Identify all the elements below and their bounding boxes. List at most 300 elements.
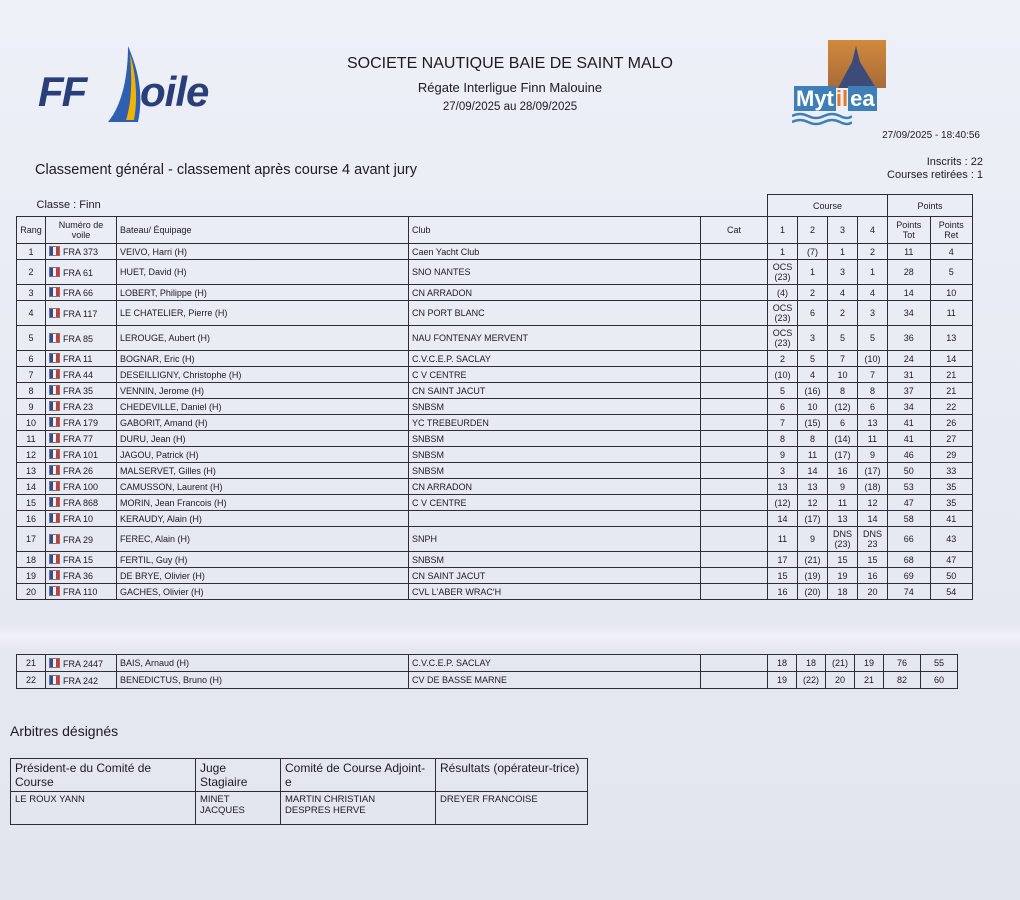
event-dates: 27/09/2025 au 28/09/2025 (442, 101, 578, 113)
col-bateau: Bateau/ Équipage (117, 217, 409, 244)
cell-rang: 8 (17, 383, 46, 399)
cell-r2: (15) (798, 415, 828, 431)
cell-r1: 7 (768, 415, 798, 431)
cell-rang: 19 (17, 568, 46, 584)
cell-r2: 11 (798, 447, 828, 463)
cell-rang: 14 (17, 479, 46, 495)
cell-tot: 31 (888, 367, 931, 383)
table-row (17, 584, 973, 600)
cell-voile: FRA 26 (46, 463, 117, 479)
cell-rang: 17 (17, 527, 46, 552)
cell-cat (701, 244, 768, 260)
flag-icon (49, 658, 60, 668)
cell-r4: 8 (858, 383, 888, 399)
col-ret: Points Ret (930, 217, 973, 244)
cell-r1: 15 (768, 568, 798, 584)
cell-r2: 8 (798, 431, 828, 447)
cell-r3: 3 (828, 260, 858, 285)
cell-r3: 16 (828, 463, 858, 479)
cell-r3: 6 (828, 415, 858, 431)
cell-r4: 4 (858, 285, 888, 301)
cell-voile: FRA 15 (46, 552, 117, 568)
table-row (17, 463, 973, 479)
cell-r1: 5 (768, 383, 798, 399)
cell-voile: FRA 61 (46, 260, 117, 285)
organizer-title: SOCIETE NAUTIQUE BAIE DE SAINT MALO (347, 55, 673, 72)
table-row (17, 495, 973, 511)
cell-r4: 6 (858, 399, 888, 415)
cell-ret: 29 (930, 447, 973, 463)
cell-r4: 15 (858, 552, 888, 568)
points-header: Points (888, 195, 973, 217)
cell-r1: OCS (23) (768, 260, 798, 285)
cell-r1: 9 (768, 447, 798, 463)
table-row (17, 672, 958, 689)
cell-tot: 68 (888, 552, 931, 568)
cell-ret: 5 (930, 260, 973, 285)
cell-r4: 13 (858, 415, 888, 431)
cell-r4: 5 (858, 326, 888, 351)
cell-r1: 2 (768, 351, 798, 367)
official-president: LE ROUX YANN (11, 792, 196, 825)
cell-r1: 18 (768, 655, 797, 672)
cell-ret: 10 (930, 285, 973, 301)
cell-cat (701, 301, 768, 326)
results-table (16, 194, 973, 600)
official-juge: MINET JACQUES (196, 792, 281, 825)
cell-r3: (14) (828, 431, 858, 447)
cell-ret: 43 (930, 527, 973, 552)
event-title: Régate Interligue Finn Malouine (417, 80, 603, 95)
cell-tot: 34 (888, 301, 931, 326)
cell-bateau: JAGOU, Patrick (H) (117, 447, 409, 463)
flag-icon (49, 497, 60, 507)
cell-r3: (17) (828, 447, 858, 463)
cell-r2: 3 (798, 326, 828, 351)
cell-ret: 50 (930, 568, 973, 584)
cell-r4: 2 (858, 244, 888, 260)
paper-fold (0, 622, 1020, 650)
cell-r4: DNS 23 (858, 527, 888, 552)
cell-r2: (21) (798, 552, 828, 568)
cell-club: CN PORT BLANC (409, 301, 701, 326)
cell-voile: FRA 35 (46, 383, 117, 399)
cell-bateau: GABORIT, Amand (H) (117, 415, 409, 431)
cell-r3: 7 (828, 351, 858, 367)
table-row (17, 431, 973, 447)
flag-icon (49, 534, 60, 544)
cell-r3: 20 (826, 672, 855, 689)
col-voile: Numéro de voile (46, 217, 117, 244)
flag-icon (49, 267, 60, 277)
ffvoile-logo: FF oile (38, 44, 228, 124)
cell-rang: 5 (17, 326, 46, 351)
cell-tot: 69 (888, 568, 931, 584)
cell-bateau: DURU, Jean (H) (117, 431, 409, 447)
cell-club: NAU FONTENAY MERVENT (409, 326, 701, 351)
cell-bateau: BENEDICTUS, Bruno (H) (117, 672, 409, 689)
cell-tot: 14 (888, 285, 931, 301)
cell-cat (701, 415, 768, 431)
cell-club: CN ARRADON (409, 285, 701, 301)
cell-bateau: KERAUDY, Alain (H) (117, 511, 409, 527)
cell-rang: 10 (17, 415, 46, 431)
cell-club: SNBSM (409, 552, 701, 568)
cell-r3: (21) (826, 655, 855, 672)
cell-club: SNO NANTES (409, 260, 701, 285)
cell-r4: 16 (858, 568, 888, 584)
cell-cat (701, 495, 768, 511)
cell-tot: 50 (888, 463, 931, 479)
cell-cat (701, 672, 768, 689)
cell-r4: 9 (858, 447, 888, 463)
cell-r2: 13 (798, 479, 828, 495)
cell-bateau: CAMUSSON, Laurent (H) (117, 479, 409, 495)
cell-r3: 2 (828, 301, 858, 326)
cell-r4: 12 (858, 495, 888, 511)
cell-cat (701, 326, 768, 351)
cell-tot: 47 (888, 495, 931, 511)
cell-r2: (17) (798, 511, 828, 527)
cell-r3: 9 (828, 479, 858, 495)
cell-club: SNBSM (409, 399, 701, 415)
cell-voile: FRA 100 (46, 479, 117, 495)
cell-r4: 11 (858, 431, 888, 447)
table-row (17, 479, 973, 495)
cell-ret: 33 (930, 463, 973, 479)
cell-r2: 18 (797, 655, 826, 672)
official-role-resultats: Résultats (opérateur-trice) (436, 759, 588, 792)
cell-club: C.V.C.E.P. SACLAY (409, 655, 701, 672)
cell-tot: 41 (888, 415, 931, 431)
cell-r4: 7 (858, 367, 888, 383)
cell-cat (701, 584, 768, 600)
cell-r2: (22) (797, 672, 826, 689)
cell-r2: 14 (798, 463, 828, 479)
cell-cat (701, 655, 768, 672)
cell-tot: 36 (888, 326, 931, 351)
cell-r3: 8 (828, 383, 858, 399)
cell-r1: 1 (768, 244, 798, 260)
cell-cat (701, 367, 768, 383)
cell-ret: 13 (930, 326, 973, 351)
cell-cat (701, 447, 768, 463)
flag-icon (49, 401, 60, 411)
col-c2: 2 (798, 217, 828, 244)
col-c4: 4 (858, 217, 888, 244)
cell-voile: FRA 66 (46, 285, 117, 301)
cell-voile: FRA 373 (46, 244, 117, 260)
class-label: Classe : Finn (17, 195, 768, 217)
cell-bateau: MORIN, Jean Francois (H) (117, 495, 409, 511)
cell-voile: FRA 36 (46, 568, 117, 584)
cell-r1: (4) (768, 285, 798, 301)
cell-club (409, 511, 701, 527)
cell-r2: 12 (798, 495, 828, 511)
cell-ret: 35 (930, 495, 973, 511)
cell-ret: 26 (930, 415, 973, 431)
col-c3: 3 (828, 217, 858, 244)
cell-club: C.V.C.E.P. SACLAY (409, 351, 701, 367)
cell-rang: 6 (17, 351, 46, 367)
cell-tot: 37 (888, 383, 931, 399)
col-tot: Points Tot (888, 217, 931, 244)
cell-r2: 5 (798, 351, 828, 367)
cell-ret: 22 (930, 399, 973, 415)
table-row (17, 244, 973, 260)
cell-bateau: LEROUGE, Aubert (H) (117, 326, 409, 351)
cell-rang: 16 (17, 511, 46, 527)
cell-r4: 1 (858, 260, 888, 285)
col-cat: Cat (701, 217, 768, 244)
cell-bateau: FERTIL, Guy (H) (117, 552, 409, 568)
cell-bateau: VEIVO, Harri (H) (117, 244, 409, 260)
cell-voile: FRA 179 (46, 415, 117, 431)
cell-r1: 16 (768, 584, 798, 600)
official-role-adjoint: Comité de Course Adjoint-e (281, 759, 436, 792)
cell-r3: 15 (828, 552, 858, 568)
cell-bateau: GACHES, Olivier (H) (117, 584, 409, 600)
cell-club: SNBSM (409, 431, 701, 447)
cell-bateau: FEREC, Alain (H) (117, 527, 409, 552)
cell-ret: 41 (930, 511, 973, 527)
cell-tot: 76 (884, 655, 921, 672)
cell-voile: FRA 242 (46, 672, 117, 689)
cell-r1: OCS (23) (768, 326, 798, 351)
cell-r1: (12) (768, 495, 798, 511)
cell-ret: 21 (930, 383, 973, 399)
cell-r2: (19) (798, 568, 828, 584)
table-row (17, 351, 973, 367)
cell-voile: FRA 10 (46, 511, 117, 527)
cell-r3: 19 (828, 568, 858, 584)
cell-r2: 1 (798, 260, 828, 285)
cell-bateau: BOGNAR, Eric (H) (117, 351, 409, 367)
cell-cat (701, 260, 768, 285)
flag-icon (49, 308, 60, 318)
ranking-subtitle: Classement général - classement après course 4 avant jury (35, 162, 418, 178)
cell-cat (701, 511, 768, 527)
cell-rang: 1 (17, 244, 46, 260)
cell-rang: 11 (17, 431, 46, 447)
cell-cat (701, 351, 768, 367)
flag-icon (49, 481, 60, 491)
flag-icon (49, 554, 60, 564)
cell-tot: 46 (888, 447, 931, 463)
cell-r3: DNS (23) (828, 527, 858, 552)
flag-icon (49, 675, 60, 685)
cell-r1: 3 (768, 463, 798, 479)
cell-r4: (17) (858, 463, 888, 479)
table-row (17, 511, 973, 527)
cell-r4: 19 (855, 655, 884, 672)
table-row (17, 415, 973, 431)
cell-bateau: DESEILLIGNY, Christophe (H) (117, 367, 409, 383)
flag-icon (49, 433, 60, 443)
cell-cat (701, 431, 768, 447)
table-row (17, 383, 973, 399)
cell-rang: 2 (17, 260, 46, 285)
mytilea-logo: Mytilea (790, 38, 890, 130)
cell-tot: 53 (888, 479, 931, 495)
table-row (17, 527, 973, 552)
cell-ret: 35 (930, 479, 973, 495)
print-timestamp: 27/09/2025 - 18:40:56 (882, 130, 980, 141)
cell-voile: FRA 23 (46, 399, 117, 415)
cell-r3: 1 (828, 244, 858, 260)
cell-ret: 55 (921, 655, 958, 672)
flag-icon (49, 287, 60, 297)
cell-rang: 9 (17, 399, 46, 415)
cell-bateau: BAIS, Arnaud (H) (117, 655, 409, 672)
cell-rang: 15 (17, 495, 46, 511)
cell-rang: 20 (17, 584, 46, 600)
cell-bateau: CHEDEVILLE, Daniel (H) (117, 399, 409, 415)
cell-r3: (12) (828, 399, 858, 415)
cell-voile: FRA 11 (46, 351, 117, 367)
cell-bateau: LE CHATELIER, Pierre (H) (117, 301, 409, 326)
course-header: Course (768, 195, 888, 217)
cell-rang: 18 (17, 552, 46, 568)
cell-bateau: HUET, David (H) (117, 260, 409, 285)
cell-voile: FRA 101 (46, 447, 117, 463)
cell-r4: 3 (858, 301, 888, 326)
cell-cat (701, 463, 768, 479)
cell-r1: 6 (768, 399, 798, 415)
cell-cat (701, 527, 768, 552)
flag-icon (49, 417, 60, 427)
cell-ret: 54 (930, 584, 973, 600)
cell-cat (701, 568, 768, 584)
cell-bateau: MALSERVET, Gilles (H) (117, 463, 409, 479)
cell-r2: 9 (798, 527, 828, 552)
cell-r1: 17 (768, 552, 798, 568)
official-role-president: Président-e du Comité de Course (11, 759, 196, 792)
cell-club: C V CENTRE (409, 495, 701, 511)
cell-tot: 28 (888, 260, 931, 285)
col-c1: 1 (768, 217, 798, 244)
cell-club: Caen Yacht Club (409, 244, 701, 260)
cell-cat (701, 399, 768, 415)
cell-r3: 5 (828, 326, 858, 351)
table-row (17, 552, 973, 568)
cell-r4: 20 (858, 584, 888, 600)
cell-r3: 10 (828, 367, 858, 383)
cell-r2: (20) (798, 584, 828, 600)
cell-voile: FRA 110 (46, 584, 117, 600)
cell-r4: 14 (858, 511, 888, 527)
flag-icon (49, 353, 60, 363)
table-row (17, 326, 973, 351)
cell-ret: 21 (930, 367, 973, 383)
cell-tot: 74 (888, 584, 931, 600)
cell-club: CV DE BASSE MARNE (409, 672, 701, 689)
cell-rang: 7 (17, 367, 46, 383)
cell-r3: 11 (828, 495, 858, 511)
cell-r2: 4 (798, 367, 828, 383)
cell-r4: 21 (855, 672, 884, 689)
cell-tot: 41 (888, 431, 931, 447)
cell-r2: 2 (798, 285, 828, 301)
table-row (17, 260, 973, 285)
cell-tot: 11 (888, 244, 931, 260)
cell-voile: FRA 29 (46, 527, 117, 552)
flag-icon (49, 246, 60, 256)
results-table-continued (16, 654, 958, 689)
cell-club: C V CENTRE (409, 367, 701, 383)
cell-r1: 8 (768, 431, 798, 447)
cell-voile: FRA 2447 (46, 655, 117, 672)
table-row (17, 655, 958, 672)
flag-icon (49, 586, 60, 596)
cell-tot: 24 (888, 351, 931, 367)
cell-r1: 11 (768, 527, 798, 552)
cell-ret: 60 (921, 672, 958, 689)
cell-bateau: LOBERT, Philippe (H) (117, 285, 409, 301)
cell-ret: 4 (930, 244, 973, 260)
col-club: Club (409, 217, 701, 244)
waves-icon (792, 112, 852, 126)
cell-club: SNBSM (409, 447, 701, 463)
cell-r2: (7) (798, 244, 828, 260)
cell-tot: 66 (888, 527, 931, 552)
flag-icon (49, 333, 60, 343)
cell-r1: 19 (768, 672, 797, 689)
officials-table (10, 758, 588, 825)
cell-cat (701, 285, 768, 301)
cell-cat (701, 479, 768, 495)
cell-voile: FRA 85 (46, 326, 117, 351)
cell-voile: FRA 77 (46, 431, 117, 447)
cell-rang: 12 (17, 447, 46, 463)
cell-r4: (10) (858, 351, 888, 367)
col-rang: Rang (17, 217, 46, 244)
cell-rang: 3 (17, 285, 46, 301)
cell-club: SNPH (409, 527, 701, 552)
official-role-juge: Juge Stagiaire (196, 759, 281, 792)
cell-rang: 13 (17, 463, 46, 479)
cell-cat (701, 383, 768, 399)
cell-r3: 18 (828, 584, 858, 600)
flag-icon (49, 465, 60, 475)
cell-club: YC TREBEURDEN (409, 415, 701, 431)
cell-tot: 82 (884, 672, 921, 689)
table-row (17, 568, 973, 584)
table-row (17, 447, 973, 463)
official-resultats: DREYER FRANCOISE (436, 792, 588, 825)
cell-bateau: DE BRYE, Olivier (H) (117, 568, 409, 584)
cell-rang: 4 (17, 301, 46, 326)
cell-r1: (10) (768, 367, 798, 383)
cell-club: CN SAINT JACUT (409, 568, 701, 584)
flag-icon (49, 369, 60, 379)
cell-ret: 47 (930, 552, 973, 568)
table-row (17, 301, 973, 326)
cell-club: CN ARRADON (409, 479, 701, 495)
flag-icon (49, 570, 60, 580)
cell-r2: 6 (798, 301, 828, 326)
table-row (17, 399, 973, 415)
cell-r1: 14 (768, 511, 798, 527)
cell-r4: (18) (858, 479, 888, 495)
cell-rang: 21 (17, 655, 46, 672)
cell-rang: 22 (17, 672, 46, 689)
cell-bateau: VENNIN, Jerome (H) (117, 383, 409, 399)
cell-r2: (16) (798, 383, 828, 399)
cell-tot: 58 (888, 511, 931, 527)
cell-club: SNBSM (409, 463, 701, 479)
cell-cat (701, 552, 768, 568)
